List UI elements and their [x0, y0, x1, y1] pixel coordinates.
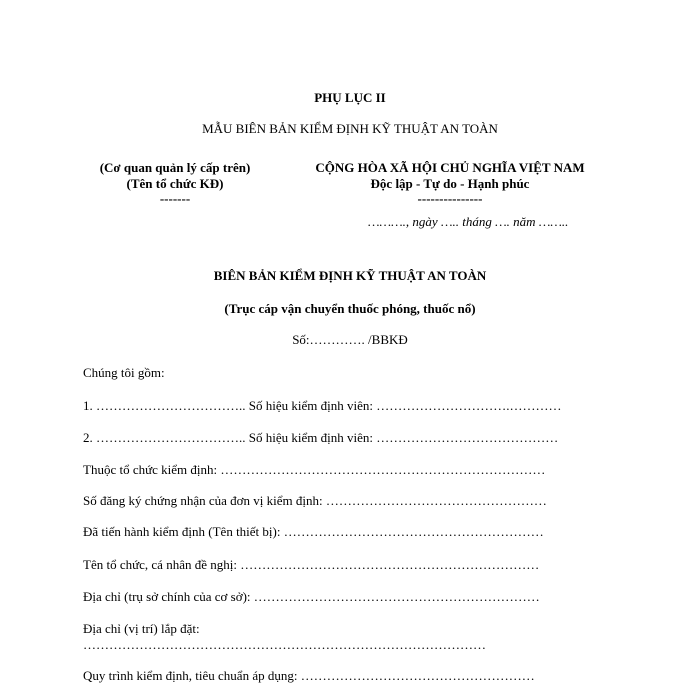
- right-header-rule: ---------------: [417, 191, 483, 206]
- report-subtitle: (Trục cáp vận chuyển thuốc phóng, thuốc nổ): [224, 301, 476, 316]
- inspector-2-line: 2. …………………………….. Số hiệu kiểm định viên: ……………………………………: [83, 430, 559, 445]
- registration-line: Số đăng ký chứng nhận của đơn vị kiểm định: ……………………………………………: [83, 493, 547, 508]
- report-title: BIÊN BẢN KIỂM ĐỊNH KỸ THUẬT AN TOÀN: [213, 268, 487, 283]
- national-motto: Độc lập - Tự do - Hạnh phúc: [370, 176, 530, 191]
- form-title: MẪU BIÊN BẢN KIỂM ĐỊNH KỸ THUẬT AN TOÀN: [202, 121, 498, 136]
- installation-address-dots: …………………………………………………………………………………: [83, 637, 486, 652]
- parent-agency-label: (Cơ quan quản lý cấp trên): [99, 160, 251, 175]
- equipment-line: Đã tiến hành kiểm định (Tên thiết bị): ……………………………………………………: [83, 524, 544, 539]
- procedure-line: Quy trình kiểm định, tiêu chuẩn áp dụng: ………………………………………………: [83, 668, 535, 683]
- organization-line: Thuộc tổ chức kiểm định: …………………………………………………………………: [83, 462, 546, 477]
- date-line: ………., ngày ….. tháng …. năm ……..: [368, 214, 569, 229]
- requester-line: Tên tổ chức, cá nhân đề nghị: ……………………………………………………………: [83, 557, 540, 572]
- organization-label: (Tên tổ chức KĐ): [126, 176, 224, 191]
- left-header-rule: -------: [159, 191, 191, 206]
- national-title: CỘNG HÒA XÃ HỘI CHỦ NGHĨA VIỆT NAM: [315, 160, 585, 175]
- report-number: Số:…………. /BBKĐ: [292, 332, 408, 347]
- inspector-1-line: 1. …………………………….. Số hiệu kiểm định viên: ………………………….…………: [83, 398, 562, 413]
- intro-line: Chúng tôi gồm:: [83, 365, 165, 380]
- appendix-label: PHỤ LỤC II: [314, 90, 386, 105]
- installation-address-label: Địa chỉ (vị trí) lắp đặt:: [83, 621, 200, 636]
- head-office-address-line: Địa chỉ (trụ sở chính của cơ sở): …………………………………………………………: [83, 589, 540, 604]
